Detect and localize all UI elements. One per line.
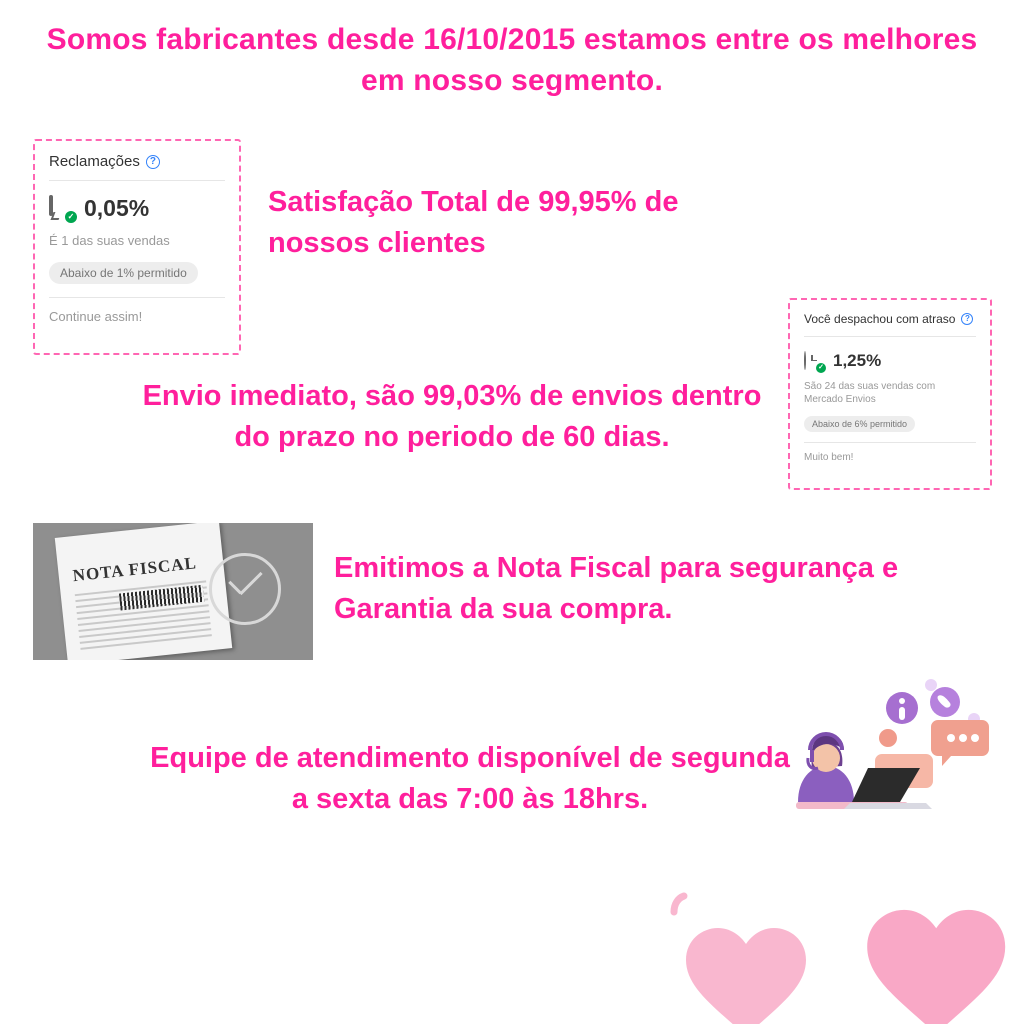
claims-card-header bbox=[49, 153, 225, 181]
checkmark-circle-icon bbox=[209, 553, 281, 625]
claims-title: Reclamações bbox=[49, 153, 140, 170]
claims-value: 0,05% bbox=[84, 195, 150, 221]
late-dispatch-value: 1,25% bbox=[833, 351, 882, 370]
late-dispatch-limit-chip: Abaixo de 6% permitido bbox=[804, 416, 915, 432]
shipping-text: Envio imediato, são 99,03% de envios dentro do prazo no periodo de 60 dias. bbox=[142, 380, 762, 454]
claims-limit-chip: Abaixo de 1% permitido bbox=[49, 262, 198, 284]
chat-bubble-icon bbox=[49, 197, 75, 221]
claims-metric-card bbox=[33, 139, 241, 355]
late-dispatch-subtitle: São 24 das suas vendas com Mercado Envios bbox=[804, 381, 936, 405]
hearts-decoration bbox=[640, 890, 1024, 1024]
late-dispatch-card-header bbox=[804, 312, 976, 337]
check-badge-icon: ✓ bbox=[65, 211, 77, 223]
invoice-paper bbox=[55, 523, 232, 660]
claims-footer: Continue assim! bbox=[49, 297, 225, 324]
late-dispatch-value-row bbox=[804, 351, 976, 371]
help-icon[interactable]: ? bbox=[961, 313, 973, 325]
support-text: Equipe de atendimento disponível de segunda a sexta das 7:00 às 18hrs. bbox=[150, 742, 790, 816]
late-dispatch-title: Você despachou com atraso bbox=[804, 312, 956, 326]
check-badge-icon: ✓ bbox=[816, 363, 826, 373]
invoice-text: Emitimos a Nota Fiscal para segurança e Garantia da sua compra. bbox=[334, 552, 899, 626]
support-agent-illustration bbox=[778, 672, 1018, 844]
help-icon[interactable]: ? bbox=[146, 155, 160, 169]
claims-subtitle: É 1 das suas vendas bbox=[49, 233, 170, 248]
satisfaction-text: Satisfação Total de 99,95% de nossos clientes bbox=[268, 186, 679, 260]
page-headline: Somos fabricantes desde 16/10/2015 estamos entre os melhores em nosso segmento. bbox=[46, 23, 978, 97]
clock-icon bbox=[804, 352, 824, 371]
claims-value-row bbox=[49, 195, 225, 222]
invoice-photo bbox=[33, 523, 313, 660]
invoice-photo-label: NOTA FISCAL bbox=[71, 553, 198, 586]
late-dispatch-footer: Muito bem! bbox=[804, 442, 976, 463]
late-dispatch-metric-card bbox=[788, 298, 992, 490]
